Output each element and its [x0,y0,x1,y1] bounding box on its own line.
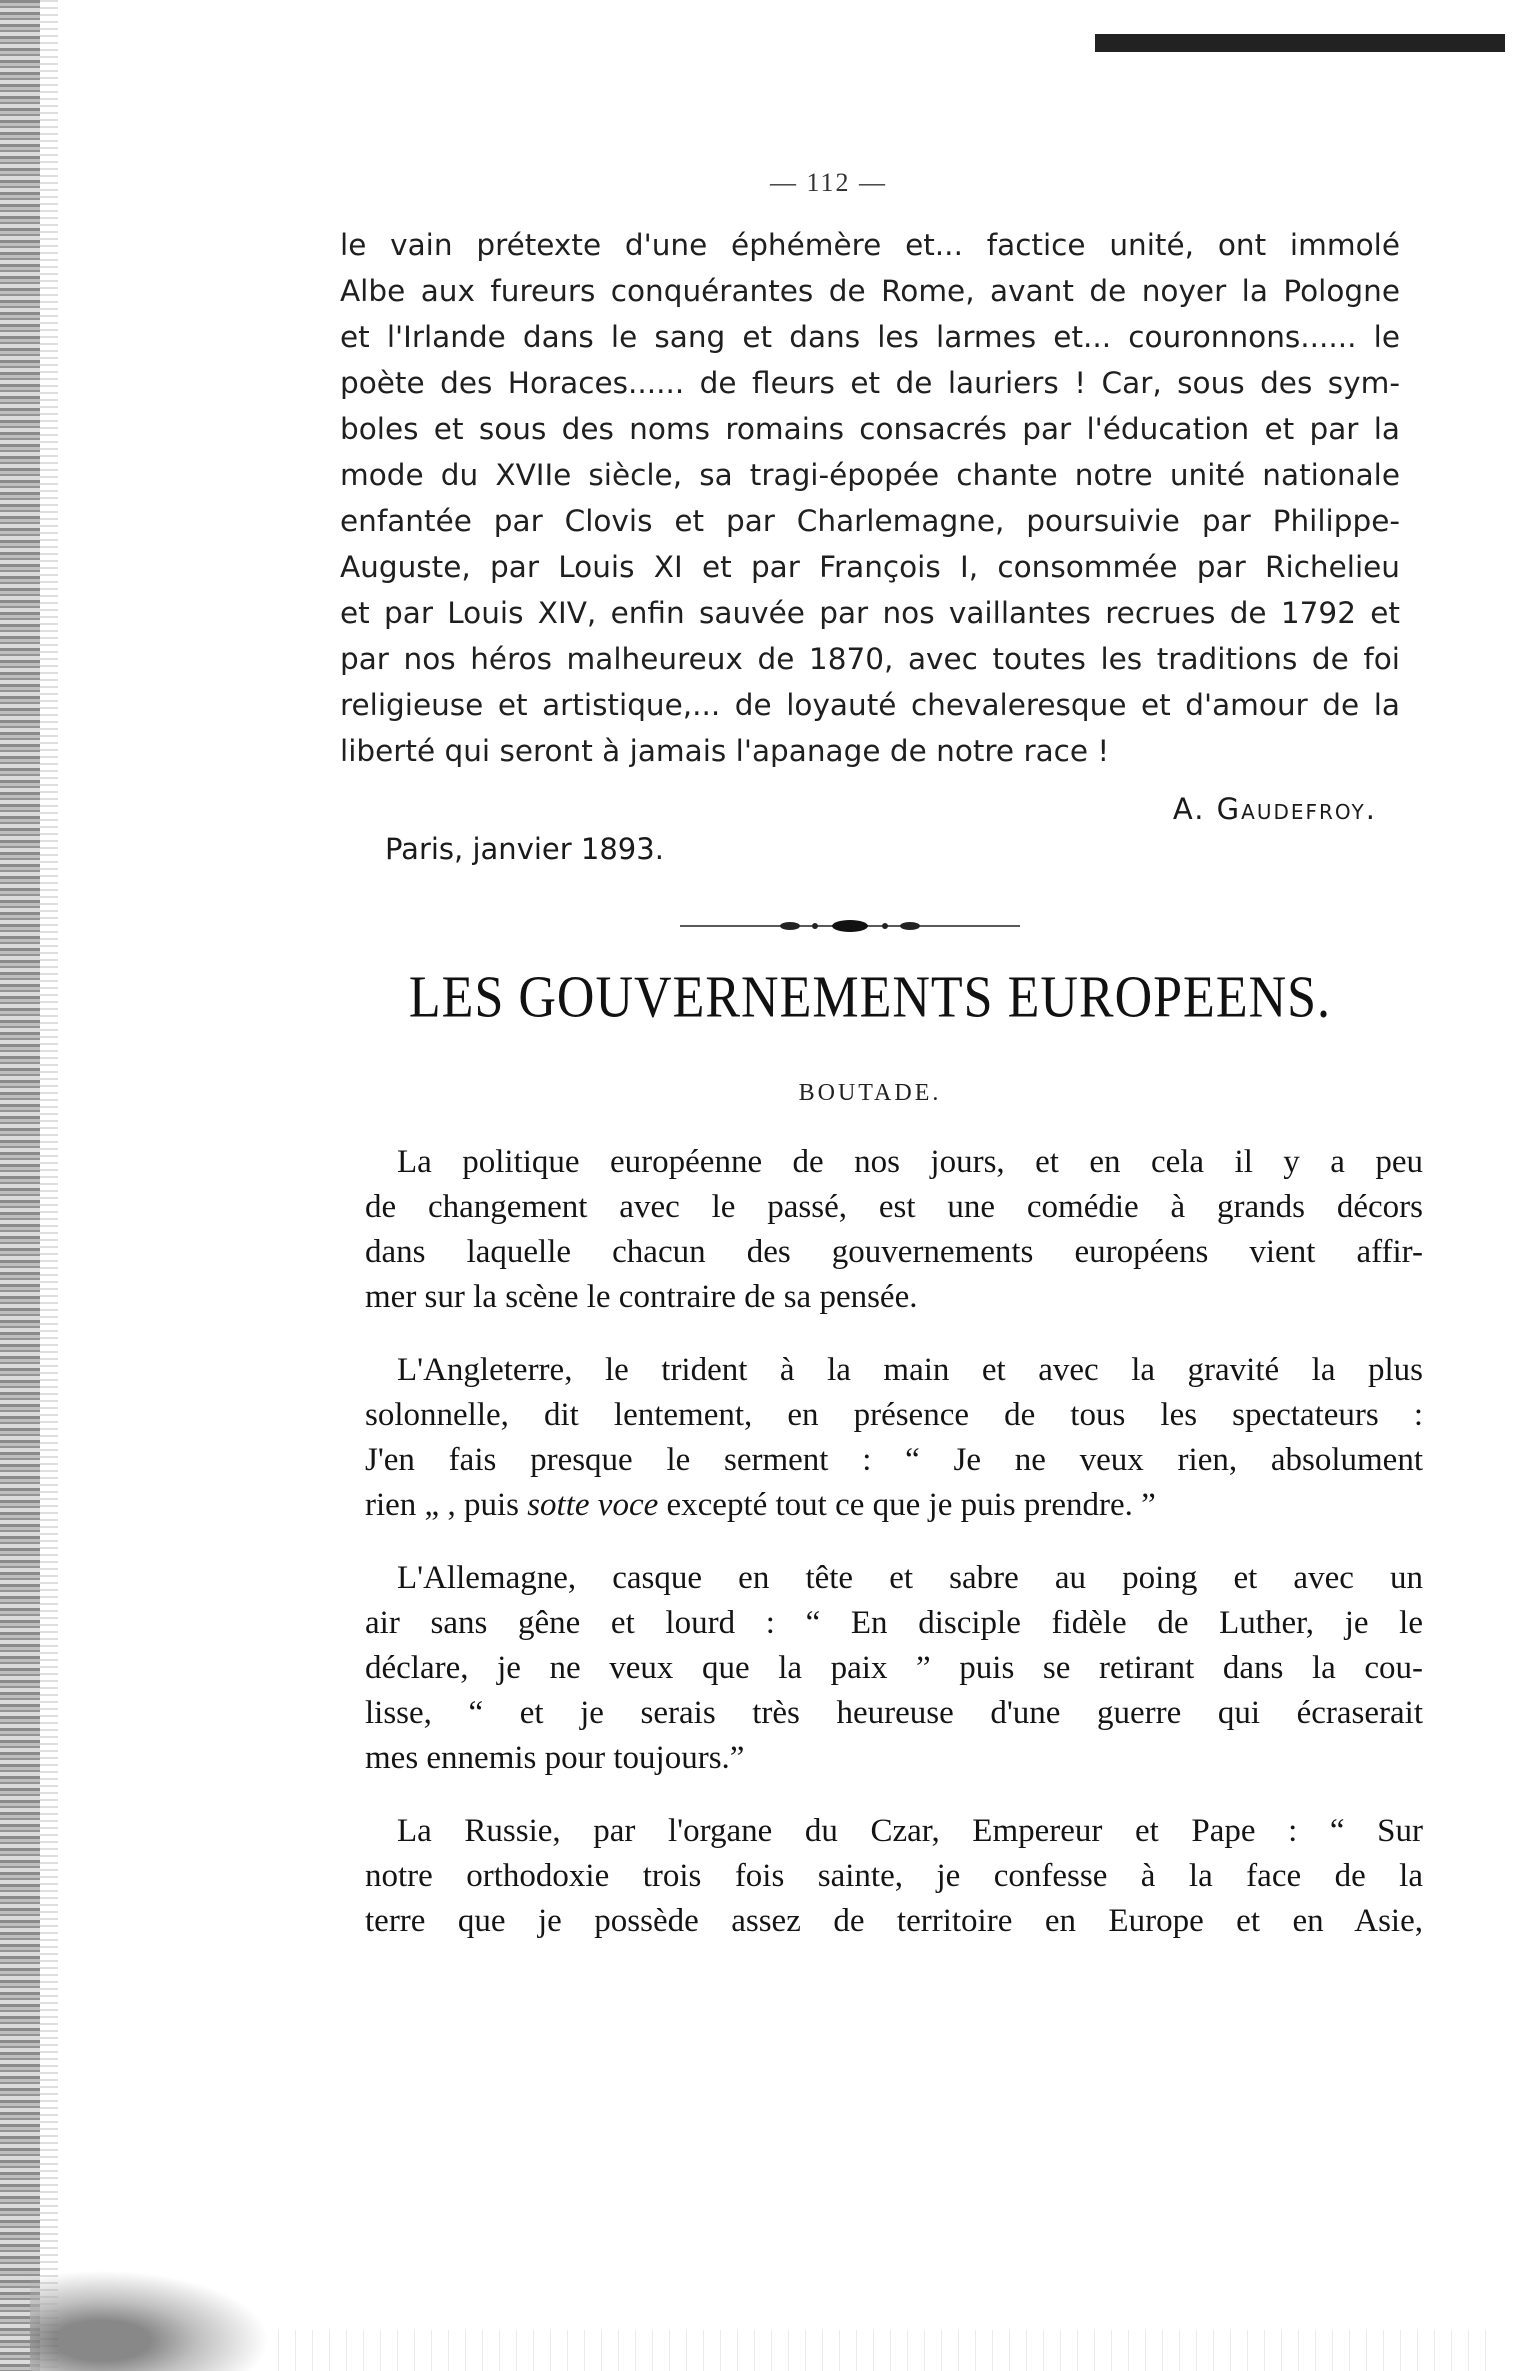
text-line: déclare, je ne veux que la paix ” puis se retirant dans la cou- [365,1650,1423,1686]
text-line: rien „ , puis sotte voce excepté tout ce que je puis prendre. ” [365,1487,1156,1523]
italic-phrase: sotte voce [527,1487,659,1523]
article-body [365,1140,1423,1972]
text-line: La Russie, par l'organe du Czar, Empereur et Pape : “ Sur [397,1813,1423,1849]
text-line: et l'Irlande dans le sang et dans les larmes et... couronnons...... le [340,320,1400,354]
article-subtitle: BOUTADE. [798,1080,942,1106]
scan-bottom-noise [270,2330,1500,2371]
text-line: religieuse et artistique,... de loyauté chevaleresque et d'amour de la [340,688,1400,722]
text-line: Albe aux fureurs conquérantes de Rome, avant de noyer la Pologne [340,274,1400,308]
intro-text [340,222,1400,774]
text-line: La politique européenne de nos jours, et en cela il y a peu [397,1144,1423,1180]
text-line: le vain prétexte d'une éphémère et... factice unité, ont immolé [340,228,1400,262]
paragraph [365,1556,1423,1781]
article-title: LES GOUVERNEMENTS EUROPEENS. [408,964,1332,1031]
scan-top-artifact [1095,22,1505,52]
text-line: de changement avec le passé, est une comédie à grands décors [365,1189,1423,1225]
text-line: L'Allemagne, casque en tête et sabre au poing et avec un [397,1560,1423,1596]
author-signature: A. Gaudefroy. [1172,792,1377,826]
text-line: et par Louis XIV, enfin sauvée par nos vaillantes recrues de 1792 et [340,596,1400,630]
text-line: lisse, “ et je serais très heureuse d'une guerre qui écraserait [365,1695,1423,1731]
text-line: terre que je possède assez de territoire en Europe et en Asie, [365,1903,1423,1939]
scan-binding-edge [0,0,40,2371]
ornamental-divider [680,918,1020,934]
text-line: par nos héros malheureux de 1870, avec toutes les traditions de foi [340,642,1400,676]
text-line: liberté qui seront à jamais l'apanage de notre race ! [340,734,1110,768]
page-number: — 112 — [770,168,888,197]
text-line: enfantée par Clovis et par Charlemagne, poursuivie par Philippe- [340,504,1400,538]
text-line: solonnelle, dit lentement, en présence de tous les spectateurs : [365,1397,1423,1433]
paragraph [365,1140,1423,1320]
text-line: J'en fais presque le serment : “ Je ne veux rien, absolument [365,1442,1423,1478]
text-line: boles et sous des noms romains consacrés par l'éducation et par la [340,412,1400,446]
scan-corner-smudge [30,2270,270,2371]
text-line: dans laquelle chacun des gouvernements européens vient affir- [365,1234,1423,1270]
text-line: mode du XVIIe siècle, sa tragi-épopée chante notre unité nationale [340,458,1400,492]
text-line: notre orthodoxie trois fois sainte, je confesse à la face de la [365,1858,1423,1894]
paragraph [365,1348,1423,1528]
text-line: air sans gêne et lourd : “ En disciple fidèle de Luther, je le [365,1605,1423,1641]
text-line: Auguste, par Louis XI et par François I, consommée par Richelieu [340,550,1400,584]
text-line: mes ennemis pour toujours.” [365,1740,745,1776]
dateline: Paris, janvier 1893. [385,832,664,866]
scan-binding-shadow [40,0,58,2371]
text-line: L'Angleterre, le trident à la main et avec la gravité la plus [397,1352,1423,1388]
text-line: mer sur la scène le contraire de sa pensée. [365,1279,918,1315]
paragraph [365,1809,1423,1944]
text-line: poète des Horaces...... de fleurs et de lauriers ! Car, sous des sym- [340,366,1400,400]
